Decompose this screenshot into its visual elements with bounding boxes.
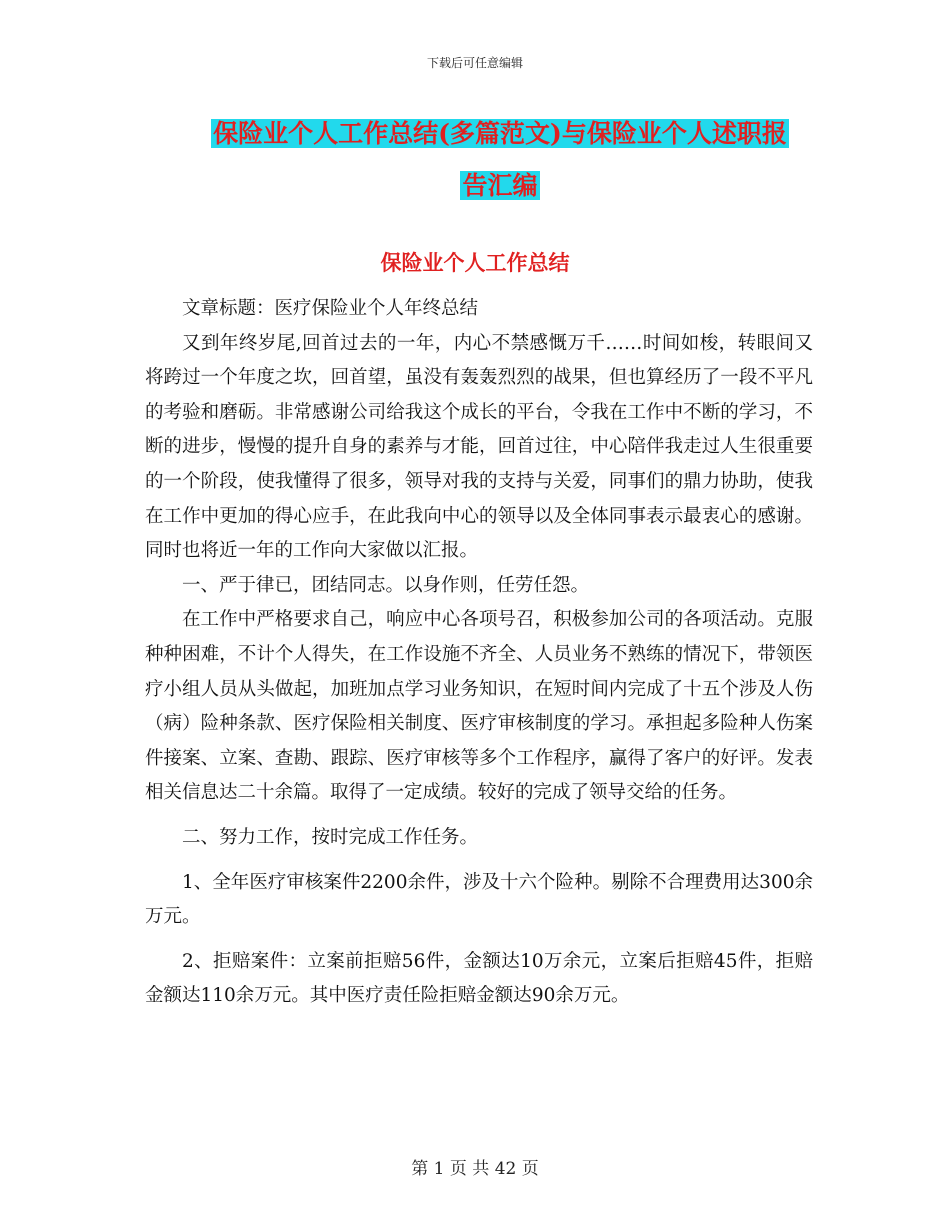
document-title <box>150 108 850 212</box>
title-line-1: 保险业个人工作总结(多篇范文)与保险业个人述职报 <box>213 119 787 148</box>
heading-two: 二、努力工作，按时完成工作任务。 <box>182 826 479 848</box>
page-footer: 第 1 页 共 42 页 <box>411 1159 539 1179</box>
paragraph-item-1: 1、全年医疗审核案件2200余件，涉及十六个险种。剔除不合理费用达300余万元。 <box>145 871 813 928</box>
page-header: 下载后可任意编辑 <box>426 56 523 70</box>
paragraph-item-2: 2、拒赔案件：立案前拒赔56件，金额达10万余元，立案后拒赔45件，拒赔金额达110余万元。其中医疗责任险拒赔金额达90余万元。 <box>145 950 813 1007</box>
paragraph-one: 在工作中严格要求自己，响应中心各项号召，积极参加公司的各项活动。克服种种困难，不计个人得失，在工作设施不齐全、人员业务不熟练的情况下，带领医疗小组人员从头做起，加班加点学习业务知识，在短时间内完成了十五个涉及人伤（病）险种条款、医疗保险相关制度、医疗审核制度的学习。承担起多险种人伤案件接案、立案、查勘、跟踪、医疗审核等多个工作程序，赢得了客户的好评。发表相关信息达二十余篇。取得了一定成绩。较好的完成了领导交给的任务。 <box>145 609 813 804</box>
title-line-2: 告汇编 <box>462 171 538 200</box>
article-title-line: 文章标题：医疗保险业个人年终总结 <box>182 298 479 319</box>
body-content <box>145 292 813 1014</box>
section-title: 保险业个人工作总结 <box>380 250 570 275</box>
paragraph-intro: 又到年终岁尾,回首过去的一年，内心不禁感慨万千……时间如梭，转眼间又将跨过一个年度之坎，回首望，虽没有轰轰烈烈的战果，但也算经历了一段不平凡的考验和磨砺。非常感谢公司给我这个成长的平台，令我在工作中不断的学习，不断的进步，慢慢的提升自身的素养与才能，回首过往，中心陪伴我走过人生很重要的一个阶段，使我懂得了很多，领导对我的支持与关爱，同事们的鼎力协助，使我在工作中更加的得心应手，在此我向中心的领导以及全体同事表示最衷心的感谢。同时也将近一年的工作向大家做以汇报。 <box>145 332 813 562</box>
heading-one: 一、严于律已，团结同志。以身作则，任劳任怨。 <box>182 574 590 596</box>
